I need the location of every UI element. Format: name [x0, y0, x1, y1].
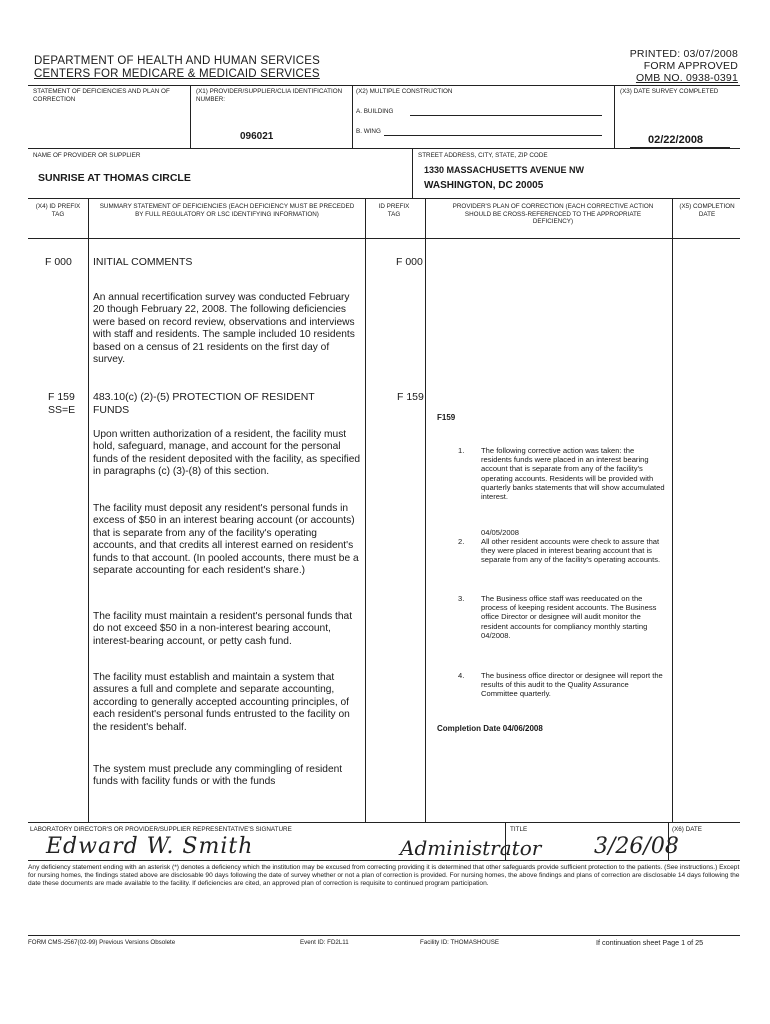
title-label: TITLE	[510, 826, 528, 833]
signature-label: LABORATORY DIRECTOR'S OR PROVIDER/SUPPLIER REPRESENTATIVE'S SIGNATURE	[30, 826, 292, 833]
plan-item-number: 3.	[458, 594, 465, 603]
building-line	[410, 115, 602, 116]
provider-id: 096021	[240, 131, 274, 142]
plan-item-number: 1.	[458, 446, 465, 455]
col-x5: (X5) COMPLETION DATE	[679, 203, 735, 218]
col-summary: SUMMARY STATEMENT OF DEFICIENCIES (EACH DEFICIENCY MUST BE PRECEDED BY FULL REGULATORY OR LSC IDENTIFYING INFORMATION)	[99, 203, 355, 218]
facility-id: Facility ID: THOMASHOUSE	[420, 939, 499, 946]
date-line	[630, 147, 730, 148]
agency-name: DEPARTMENT OF HEALTH AND HUMAN SERVICES	[34, 55, 320, 67]
x3-label: (X3) DATE SURVEY COMPLETED	[620, 88, 719, 95]
section-title: FUNDS	[93, 404, 130, 416]
form-number: FORM CMS-2567(02-99) Previous Versions Obsolete	[28, 939, 176, 946]
agency-subname: CENTERS FOR MEDICARE & MEDICAID SERVICES	[34, 68, 320, 80]
rule	[190, 85, 191, 148]
building-label: A. BUILDING	[356, 108, 394, 115]
omb-number: OMB NO. 0938-0391	[635, 72, 738, 84]
signer-title: Administrator	[400, 836, 542, 860]
date-label: (X6) DATE	[672, 826, 702, 833]
form-approved: FORM APPROVED	[643, 60, 738, 72]
plan-tag: F159	[437, 413, 456, 422]
rule	[88, 198, 89, 822]
plan-item-number: 2.	[458, 537, 465, 546]
rule	[28, 238, 740, 239]
provider-name: SUNRISE AT THOMAS CIRCLE	[38, 172, 191, 184]
rule	[425, 198, 426, 822]
tag-f000-right: F 000	[396, 256, 423, 268]
completion-date: Completion Date 04/06/2008	[437, 724, 543, 733]
paragraph: The system must preclude any commingling of resident funds with facility funds or with the funds	[93, 764, 343, 788]
disclaimer: Any deficiency statement ending with an asterisk (*) denotes a deficiency which the institution may be excused from correcting providing it is determined that other safeguards provide sufficient protection to the patients. (See instructions.) Except for nursing homes, the findings stated above are disclosable 90 days following the date of survey whether or not a plan of correction is provided. For nursing homes, the above findings and plans of correction are disclosable 14 days following the date these documents are made available to the facility. If deficiencies are cited, an approved plan of correction is requisite to continued program participation.	[28, 864, 740, 887]
address-label: STREET ADDRESS, CITY, STATE, ZIP CODE	[418, 152, 548, 159]
plan-item: All other resident accounts were check to assure that they were placed in interest bearing account that is separate from any of the facility's operating accounts.	[481, 537, 661, 565]
rule	[614, 85, 615, 148]
survey-date: 02/22/2008	[648, 134, 704, 146]
paragraph: The facility must establish and maintain a system that assures a full and complete and separate accounting, according to generally accepted accounting principles, of each resident's personal funds entrusted to the facility on the resident's behalf.	[93, 672, 350, 733]
rule	[28, 198, 740, 199]
provider-label: NAME OF PROVIDER OR SUPPLIER	[33, 152, 141, 159]
rule	[28, 935, 740, 936]
plan-item-number: 4.	[458, 671, 465, 680]
rule	[352, 85, 353, 148]
tag-ss: SS=E	[48, 404, 76, 416]
paragraph: The facility must deposit any resident's personal funds in excess of $50 in an interest bearing account (or accounts) that is separate from any of the facility's operating accounts, and that credits all interest earned on resident's funds to that account. (In pooled accounts, there must be a separate accounting for each resident's share.)	[93, 503, 359, 577]
paragraph: An annual recertification survey was conducted February 20 though February 22, 2008. The following deficiencies were based on record review, observations and interviews with staff and residents. The sample included 10 residents based on a census of 21 residents on the first day of survey.	[93, 292, 355, 366]
plan-item: The business office director or designee will report the results of this audit to the Quality Assurance Committee quarterly.	[481, 671, 663, 699]
paragraph: The facility must maintain a resident's personal funds that do not exceed $50 in a non-interest bearing account, interest-bearing account, or petty cash fund.	[93, 611, 353, 647]
address-line1: 1330 MASSACHUSETTS AVENUE NW	[424, 165, 585, 175]
address-line2: WASHINGTON, DC 20005	[424, 180, 544, 191]
plan-item-date: 04/05/2008	[481, 528, 520, 537]
section-title: INITIAL COMMENTS	[93, 256, 193, 268]
rule	[28, 822, 740, 823]
paragraph: Upon written authorization of a resident, the facility must hold, safeguard, manage, and account for the personal funds of the resident deposited with the facility, as specified in paragraphs (c) (3)-(8) of this section.	[93, 429, 361, 478]
col-x4-id: (X4) ID PREFIX TAG	[35, 203, 81, 218]
rule	[28, 85, 740, 86]
x1-label: (X1) PROVIDER/SUPPLIER/CLIA IDENTIFICATION NUMBER:	[196, 88, 343, 103]
signature-date: 3/26/08	[594, 834, 679, 859]
tag-f159-right: F 159	[397, 391, 424, 403]
x2-label: (X2) MULTIPLE CONSTRUCTION	[356, 88, 453, 95]
col-plan: PROVIDER'S PLAN OF CORRECTION (EACH CORRECTIVE ACTION SHOULD BE CROSS-REFERENCED TO THE APPROPRIATE DEFICIENCY)	[452, 203, 654, 225]
statement-label: STATEMENT OF DEFICIENCIES AND PLAN OF CORRECTION	[33, 88, 170, 103]
rule	[28, 148, 740, 149]
wing-line	[384, 135, 602, 136]
col-id-prefix: ID PREFIX TAG	[378, 203, 410, 218]
section-title: 483.10(c) (2)-(5) PROTECTION OF RESIDENT	[93, 391, 315, 403]
rule	[365, 198, 366, 822]
event-id: Event ID: FD2L11	[300, 939, 349, 946]
tag-f159: F 159	[48, 391, 75, 403]
rule	[28, 860, 740, 861]
rule	[412, 148, 413, 198]
wing-label: B. WING	[356, 128, 381, 135]
signature: Edward W. Smith	[46, 834, 254, 859]
rule	[672, 198, 673, 822]
tag-f000: F 000	[45, 256, 72, 268]
printed-date: PRINTED: 03/07/2008	[629, 48, 738, 60]
page-number: If continuation sheet Page 1 of 25	[596, 938, 704, 947]
plan-item: The following corrective action was taken: the residents funds were placed in an interest bearing account that is separate from any of the facility's operating accounts. Residents will be provided with quarterly banks statements that will show accumulated interest.	[481, 446, 665, 502]
plan-item: The Business office staff was reeducated on the process of keeping resident accounts. The Business office Director or designee will audit monitor the resident accounts for compliancy monthly starting 04/2008.	[481, 594, 657, 640]
